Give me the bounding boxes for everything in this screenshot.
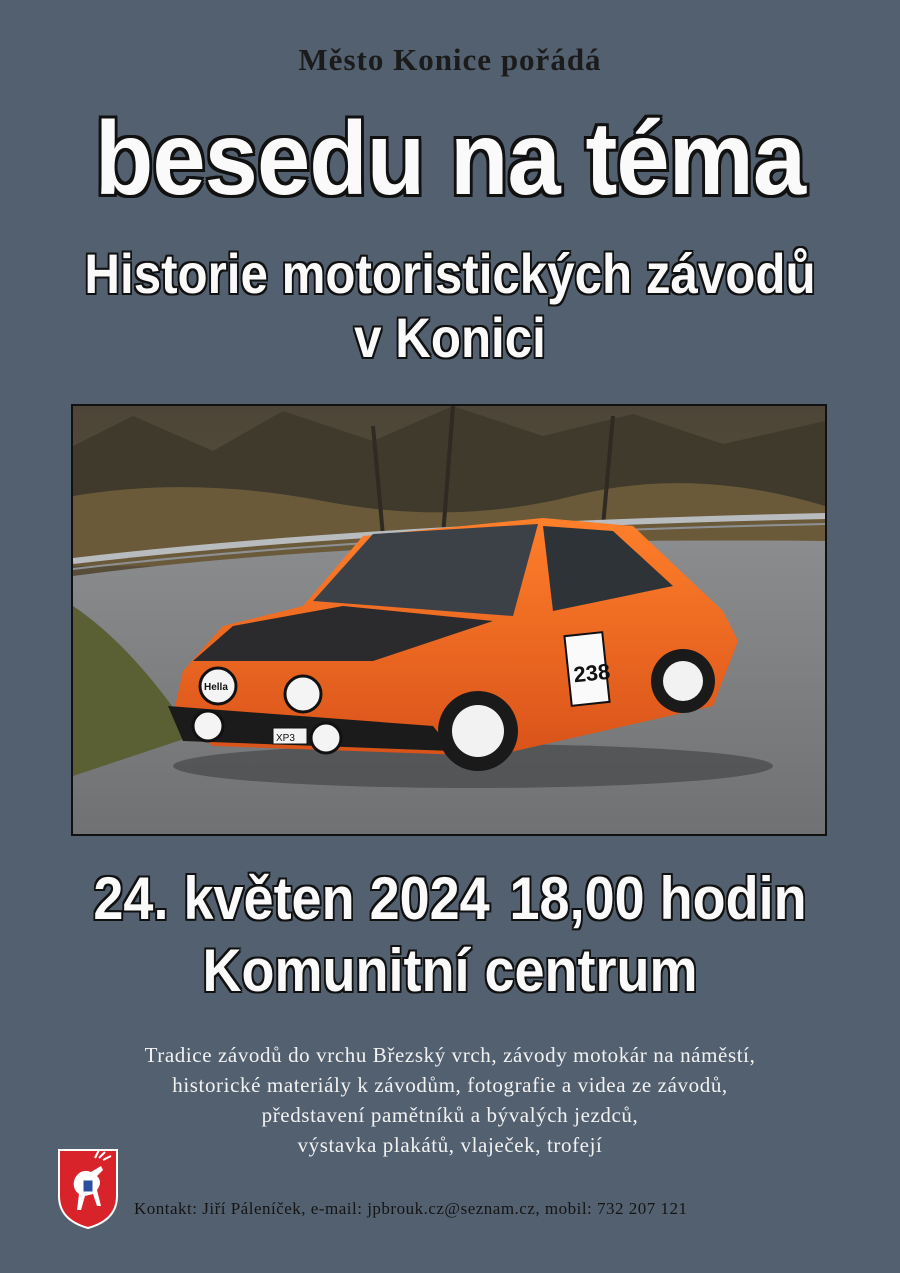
rally-car-photo xyxy=(71,404,827,836)
event-description xyxy=(0,1040,900,1160)
car-number: 238 xyxy=(572,658,612,688)
description-line: Tradice závodů do vrchu Březský vrch, závody motokár na náměstí, xyxy=(144,1043,756,1067)
hella-label: Hella xyxy=(204,682,228,693)
headline: besedu na téma xyxy=(94,101,806,217)
topic-line-1: Historie motoristických závodů xyxy=(84,242,816,305)
contact-info: Kontakt: Jiří Páleníček, e-mail: jpbrouk.cz@seznam.cz, mobil: 732 207 121 xyxy=(134,1199,688,1218)
event-time: 18,00 hodin xyxy=(509,865,807,932)
description-line: představení pamětníků a bývalých jezdců, xyxy=(261,1103,639,1127)
event-date-time xyxy=(45,866,855,932)
event-date: 24. květen 2024 xyxy=(93,865,490,932)
event-venue: Komunitní centrum xyxy=(202,937,698,1004)
topic-line-2: v Konici xyxy=(354,306,546,369)
rally-car-illustration xyxy=(73,406,825,834)
description-line: historické materiály k závodům, fotografie a videa ze závodů, xyxy=(172,1073,728,1097)
description-line: výstavka plakátů, vlaječek, trofejí xyxy=(297,1133,603,1157)
konice-coat-of-arms-icon xyxy=(57,1148,119,1230)
license-plate: XP3 xyxy=(276,733,295,744)
organizer-line: Město Konice pořádá xyxy=(298,42,602,77)
